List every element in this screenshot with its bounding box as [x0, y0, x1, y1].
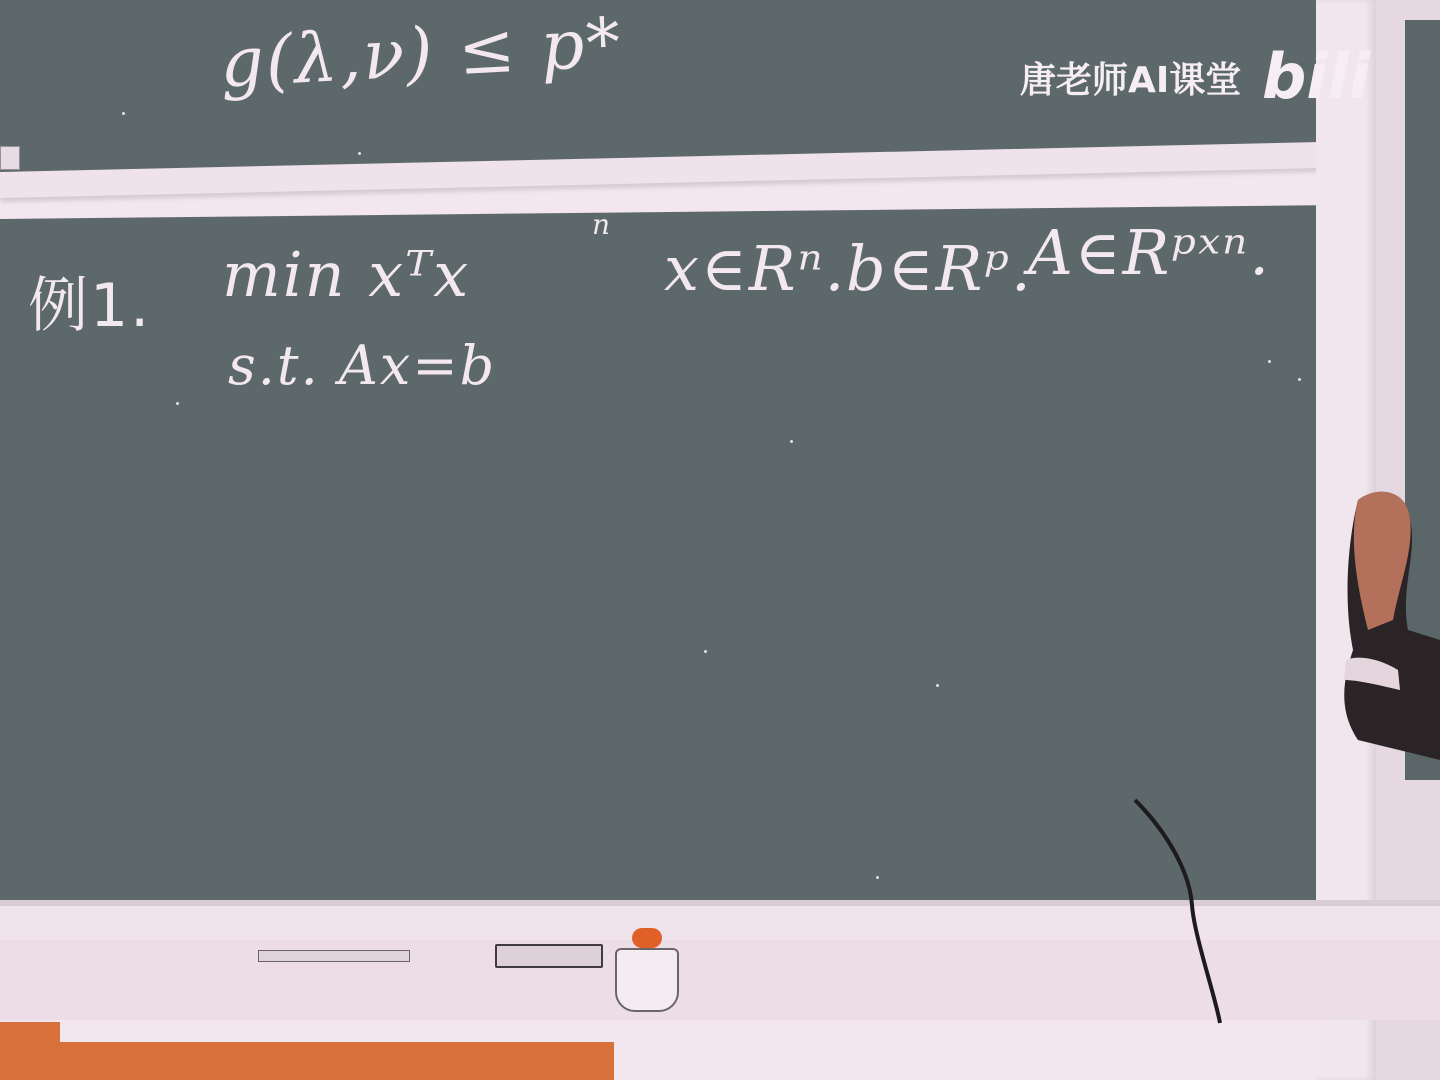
instructor-arm — [1338, 480, 1440, 760]
orange-desk-edge — [0, 1042, 614, 1080]
domain-b: b∈Rᵖ. — [846, 232, 1033, 305]
chalk-dust — [936, 684, 939, 687]
domain-a: A∈Rᵖˣⁿ. — [1028, 216, 1271, 289]
chalk-stick[interactable] — [258, 950, 410, 962]
chalk-dust — [704, 650, 707, 653]
chalk-dust — [790, 440, 793, 443]
hanging-cable — [1130, 795, 1240, 1025]
equality-constraint: s.t. Ax=b — [228, 334, 497, 397]
chalk-dust — [1268, 360, 1271, 363]
objective-function: min xᵀx — [222, 238, 471, 311]
example-label: 例1. — [28, 271, 152, 341]
chalk-dust — [876, 876, 879, 879]
chalk-dust — [1298, 378, 1301, 381]
domain-x: x∈Rⁿ. — [664, 232, 847, 305]
board-sticker — [0, 146, 20, 170]
bilibili-logo: bili — [1262, 40, 1371, 113]
top-inequality: g(λ,ν) ≤ p* — [218, 3, 625, 104]
channel-watermark: 唐老师AI课堂 — [1020, 60, 1242, 101]
orange-marker-cap[interactable] — [632, 928, 662, 948]
chalk-dust — [176, 402, 179, 405]
chalk-cup[interactable] — [615, 948, 679, 1012]
chalk-dust — [122, 112, 125, 115]
stray-mark: n — [592, 208, 613, 241]
chalk-dust — [358, 152, 361, 155]
orange-desk-corner — [0, 1022, 60, 1080]
board-eraser[interactable] — [495, 944, 603, 968]
